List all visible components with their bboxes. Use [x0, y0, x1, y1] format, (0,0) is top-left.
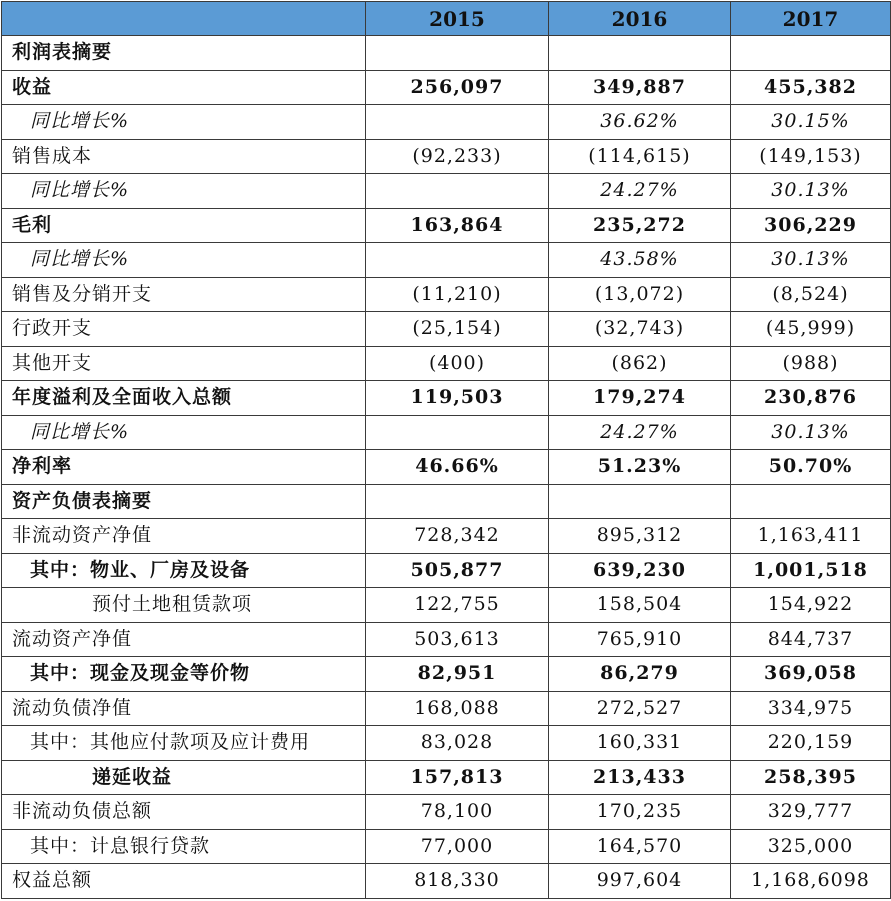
table-row — [2, 139, 891, 174]
header-year-2016: 2016 — [549, 2, 731, 36]
header-row — [2, 2, 891, 36]
value-cell: 30.13% — [731, 415, 891, 450]
value-cell: 160,331 — [549, 726, 731, 761]
table-row — [2, 208, 891, 243]
table-row — [2, 105, 891, 140]
row-label: 递延收益 — [2, 760, 366, 795]
value-cell: (45,999) — [731, 312, 891, 347]
table-body — [2, 36, 891, 899]
value-cell: 220,159 — [731, 726, 891, 761]
value-cell: 1,168,6098 — [731, 864, 891, 899]
row-label: 其中：其他应付款项及应计费用 — [2, 726, 366, 761]
value-cell: 765,910 — [549, 622, 731, 657]
header-year-2015: 2015 — [366, 2, 549, 36]
value-cell: 258,395 — [731, 760, 891, 795]
financial-summary-table — [1, 1, 891, 899]
row-label: 同比增长% — [2, 105, 366, 140]
value-cell — [366, 174, 549, 209]
value-cell: (988) — [731, 346, 891, 381]
value-cell: (13,072) — [549, 277, 731, 312]
row-label: 年度溢利及全面收入总额 — [2, 381, 366, 416]
row-label: 毛利 — [2, 208, 366, 243]
section-header-row — [2, 484, 891, 519]
value-cell: 997,604 — [549, 864, 731, 899]
value-cell: 82,951 — [366, 657, 549, 692]
table-row — [2, 726, 891, 761]
value-cell: (32,743) — [549, 312, 731, 347]
value-cell: 728,342 — [366, 519, 549, 554]
value-cell: 369,058 — [731, 657, 891, 692]
section-header-row — [2, 36, 891, 71]
row-label: 流动负债净值 — [2, 691, 366, 726]
table-row — [2, 795, 891, 830]
value-cell: 818,330 — [366, 864, 549, 899]
value-cell: 639,230 — [549, 553, 731, 588]
value-cell: 46.66% — [366, 450, 549, 485]
table-row — [2, 277, 891, 312]
value-cell: 164,570 — [549, 829, 731, 864]
table-row — [2, 519, 891, 554]
value-cell — [549, 36, 731, 71]
value-cell: (92,233) — [366, 139, 549, 174]
value-cell: 213,433 — [549, 760, 731, 795]
value-cell: 455,382 — [731, 70, 891, 105]
value-cell: 1,001,518 — [731, 553, 891, 588]
row-label: 非流动资产净值 — [2, 519, 366, 554]
table-row — [2, 70, 891, 105]
row-label: 同比增长% — [2, 174, 366, 209]
table-row — [2, 657, 891, 692]
row-label: 预付土地租赁款项 — [2, 588, 366, 623]
header-year-2017: 2017 — [731, 2, 891, 36]
value-cell: 30.13% — [731, 243, 891, 278]
value-cell: 179,274 — [549, 381, 731, 416]
table-row — [2, 864, 891, 899]
value-cell: 329,777 — [731, 795, 891, 830]
value-cell: 1,163,411 — [731, 519, 891, 554]
value-cell: 895,312 — [549, 519, 731, 554]
row-label: 权益总额 — [2, 864, 366, 899]
value-cell: 30.15% — [731, 105, 891, 140]
value-cell: 119,503 — [366, 381, 549, 416]
table-row — [2, 760, 891, 795]
table-row — [2, 312, 891, 347]
value-cell: 230,876 — [731, 381, 891, 416]
value-cell: 349,887 — [549, 70, 731, 105]
value-cell: 256,097 — [366, 70, 549, 105]
value-cell: (11,210) — [366, 277, 549, 312]
table-row — [2, 553, 891, 588]
table-row — [2, 450, 891, 485]
value-cell: 122,755 — [366, 588, 549, 623]
table-row — [2, 174, 891, 209]
value-cell: (400) — [366, 346, 549, 381]
value-cell: (114,615) — [549, 139, 731, 174]
value-cell — [366, 484, 549, 519]
value-cell: 154,922 — [731, 588, 891, 623]
value-cell: 51.23% — [549, 450, 731, 485]
header-label-cell — [2, 2, 366, 36]
value-cell: 77,000 — [366, 829, 549, 864]
row-label: 利润表摘要 — [2, 36, 366, 71]
table-row — [2, 346, 891, 381]
value-cell: (25,154) — [366, 312, 549, 347]
value-cell — [366, 105, 549, 140]
value-cell: 24.27% — [549, 415, 731, 450]
value-cell: 272,527 — [549, 691, 731, 726]
value-cell: 24.27% — [549, 174, 731, 209]
table-row — [2, 381, 891, 416]
row-label: 销售成本 — [2, 139, 366, 174]
value-cell: 306,229 — [731, 208, 891, 243]
table-row — [2, 829, 891, 864]
value-cell: 78,100 — [366, 795, 549, 830]
value-cell — [731, 36, 891, 71]
value-cell: 36.62% — [549, 105, 731, 140]
value-cell: 325,000 — [731, 829, 891, 864]
table-row — [2, 243, 891, 278]
row-label: 其中：现金及现金等价物 — [2, 657, 366, 692]
table-row — [2, 691, 891, 726]
value-cell: (862) — [549, 346, 731, 381]
table-row — [2, 588, 891, 623]
row-label: 其中：物业、厂房及设备 — [2, 553, 366, 588]
value-cell — [366, 36, 549, 71]
value-cell: 83,028 — [366, 726, 549, 761]
value-cell: (149,153) — [731, 139, 891, 174]
row-label: 同比增长% — [2, 243, 366, 278]
row-label: 净利率 — [2, 450, 366, 485]
value-cell — [731, 484, 891, 519]
value-cell: 503,613 — [366, 622, 549, 657]
value-cell — [549, 484, 731, 519]
row-label: 非流动负债总额 — [2, 795, 366, 830]
row-label: 其他开支 — [2, 346, 366, 381]
row-label: 同比增长% — [2, 415, 366, 450]
row-label: 销售及分销开支 — [2, 277, 366, 312]
value-cell: 50.70% — [731, 450, 891, 485]
value-cell: 157,813 — [366, 760, 549, 795]
row-label: 流动资产净值 — [2, 622, 366, 657]
value-cell: 30.13% — [731, 174, 891, 209]
value-cell — [366, 415, 549, 450]
value-cell: 235,272 — [549, 208, 731, 243]
value-cell: 168,088 — [366, 691, 549, 726]
value-cell — [366, 243, 549, 278]
value-cell: 86,279 — [549, 657, 731, 692]
value-cell: 43.58% — [549, 243, 731, 278]
row-label: 收益 — [2, 70, 366, 105]
row-label: 其中：计息银行贷款 — [2, 829, 366, 864]
value-cell: 334,975 — [731, 691, 891, 726]
row-label: 行政开支 — [2, 312, 366, 347]
value-cell: 505,877 — [366, 553, 549, 588]
value-cell: 844,737 — [731, 622, 891, 657]
value-cell: 170,235 — [549, 795, 731, 830]
value-cell: 163,864 — [366, 208, 549, 243]
table-row — [2, 622, 891, 657]
value-cell: 158,504 — [549, 588, 731, 623]
row-label: 资产负债表摘要 — [2, 484, 366, 519]
table-row — [2, 415, 891, 450]
value-cell: (8,524) — [731, 277, 891, 312]
